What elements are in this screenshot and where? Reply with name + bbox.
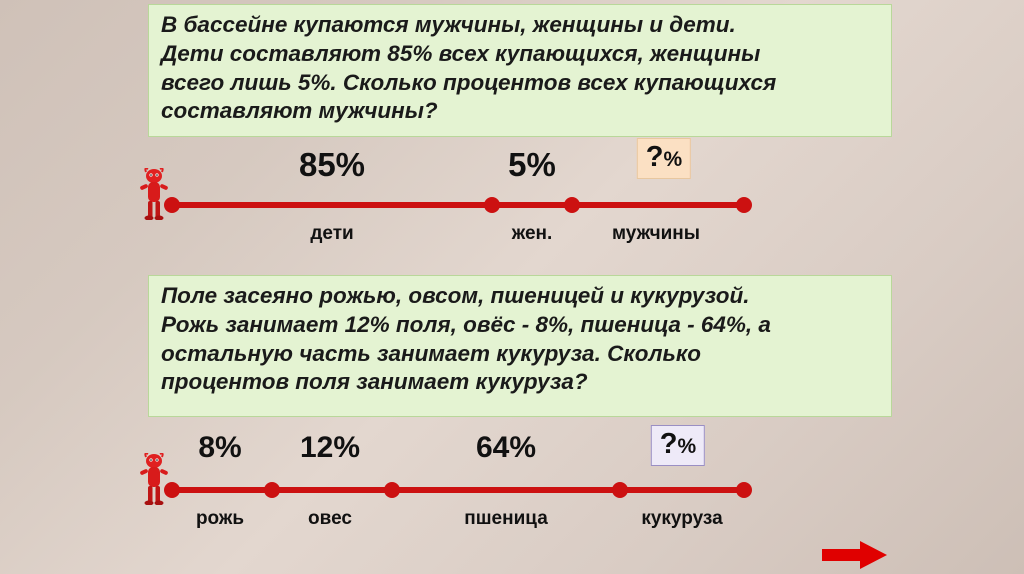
axis-point	[164, 197, 180, 213]
red-character-icon	[139, 453, 169, 505]
problem-line: В бассейне купаются мужчины, женщины и дети.	[161, 12, 736, 37]
problem-statement-field	[148, 275, 892, 417]
segment-value: 12%	[299, 431, 361, 464]
question-mark: ?	[659, 428, 678, 460]
axis-point	[164, 482, 180, 498]
question-mark: ?	[645, 141, 664, 173]
segment-name: рожь	[195, 508, 245, 529]
segment-name: дети	[310, 223, 354, 244]
axis-point	[564, 197, 580, 213]
problem-line: Рожь занимает 12% поля, овёс - 8%, пшеница - 64%, а	[161, 311, 771, 337]
segment-name: пшеница	[464, 508, 548, 529]
problem-line: процентов поля занимает кукуруза?	[161, 369, 588, 395]
red-character-icon	[139, 168, 169, 220]
problem-statement-pool	[148, 4, 892, 137]
unknown-answer-box-men	[637, 138, 691, 179]
problem-line: остальную часть занимает кукуруза. Сколько	[161, 340, 701, 366]
problem-line: Дети составляют 85% всех купающихся, женщины	[161, 40, 761, 66]
percent-sign: %	[677, 435, 697, 458]
segment-value: 85%	[298, 146, 366, 183]
problem-line: составляют мужчины?	[161, 98, 438, 124]
segment-name: жен.	[511, 223, 553, 244]
axis-point	[264, 482, 280, 498]
axis-point	[736, 482, 752, 498]
segment-value: 5%	[508, 146, 556, 183]
axis-line	[172, 202, 744, 208]
unknown-answer-box-corn	[651, 425, 705, 466]
axis-point	[384, 482, 400, 498]
number-line-field	[0, 425, 1024, 545]
axis-line	[172, 487, 744, 493]
problem-line: всего лишь 5%. Сколько процентов всех купающихся	[161, 69, 777, 95]
next-arrow-icon[interactable]	[822, 540, 888, 570]
axis-point	[484, 197, 500, 213]
axis-point	[736, 197, 752, 213]
segment-name: овес	[308, 508, 352, 529]
axis-point	[612, 482, 628, 498]
segment-value: 64%	[475, 431, 537, 464]
problem-line: Поле засеяно рожью, овсом, пшеницей и кукурузой.	[161, 283, 750, 308]
segment-value: 8%	[198, 431, 242, 464]
number-line-pool	[0, 140, 1024, 260]
percent-sign: %	[663, 148, 683, 171]
segment-name: мужчины	[611, 223, 701, 244]
segment-name: кукуруза	[641, 508, 723, 529]
